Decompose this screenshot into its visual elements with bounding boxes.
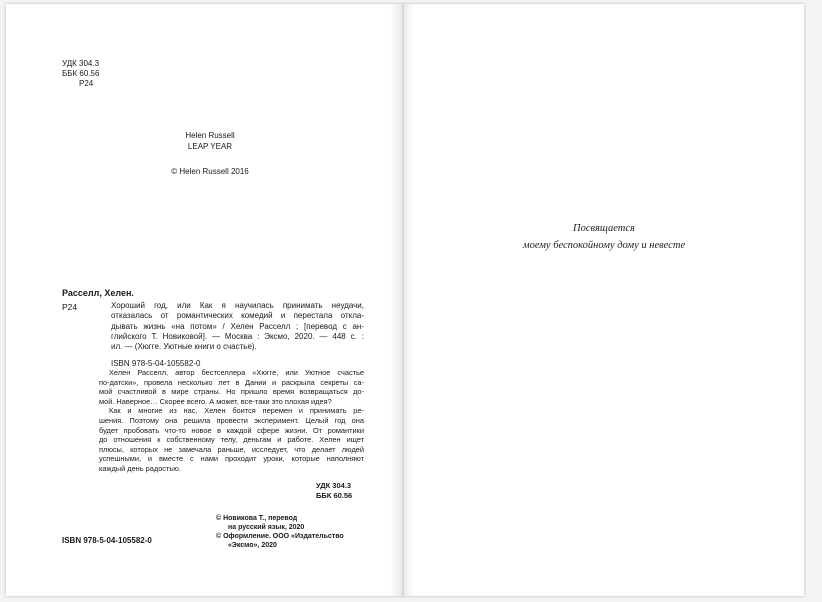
credit-line: © Новикова Т., перевод (216, 515, 298, 522)
classification-repeat (316, 481, 352, 500)
biblio-line: отказалась от романтических комедий и перестала откла- (111, 311, 364, 321)
biblio-line: ил. — (Хюгге. Уютные книги о счастье). (111, 342, 257, 352)
annotation-line: плюсы, которых не замечала раньше, исследует, что делает людей (99, 444, 364, 454)
udk-code-repeat: УДК 304.3 (316, 481, 352, 490)
annotation-line: шения. Поэтому она решила провести эксперимент. Целый год она (99, 415, 364, 425)
annotation-line: успешными, и вместе с нами проходит уроки, которые наполняют (99, 454, 364, 464)
annotation-line: каждый день радостью. (99, 463, 181, 473)
original-title: LEAP YEAR (187, 141, 233, 151)
dedication-line: Посвящается (573, 223, 635, 234)
annotation-line: Хелен Расселл, автор бестселлера «Хюгге, или Уютное счастье (109, 368, 364, 377)
cutter-code: Р24 (62, 302, 78, 312)
credit-line: «Эксмо», 2020 (228, 542, 277, 549)
classification-block (62, 59, 99, 89)
gutter-shadow (404, 4, 414, 596)
annotation (99, 368, 364, 474)
annotation-line: мой. Наверное… Скорее всего. А может, все-таки это плохая идея? (99, 396, 332, 406)
credits-block (216, 514, 344, 550)
dedication-line: моему беспокойному дому и невесте (522, 240, 686, 251)
original-copyright: © Helen Russell 2016 (171, 167, 249, 176)
biblio-line: глийского Т. Новиковой]. — Москва : Эксмо, 2020. — 448 с. : (111, 331, 364, 341)
bibliographic-description (111, 301, 364, 352)
left-page (6, 4, 404, 596)
isbn-bottom: ISBN 978-5-04-105582-0 (62, 536, 152, 545)
original-author: Helen Russell (185, 131, 235, 140)
annotation-line: до отношения к собственному телу, деньгам и работе. Хелен ищет (99, 435, 364, 445)
annotation-line: мой счастливой в мире страны. Но пришло время возвращаться до- (99, 387, 364, 397)
biblio-line: Хороший год, или Как я научилась принимать неудачи, (111, 301, 364, 310)
credit-line: на русский язык, 2020 (228, 524, 305, 531)
isbn-inner: ISBN 978-5-04-105582-0 (111, 359, 201, 368)
original-edition-block (150, 131, 270, 152)
annotation-line: по-датски», провела несколько лет в Дании и раскрыла секреты са- (99, 377, 364, 387)
credit-line: © Оформление. ООО «Издательство (216, 533, 344, 540)
gutter-shadow (390, 4, 404, 596)
biblio-line: дывать жизнь «на потом» / Хелен Расселл ; [перевод с ан- (111, 321, 364, 331)
bbk-code-repeat: ББК 60.56 (316, 490, 353, 500)
bbk-code: ББК 60.56 (62, 69, 100, 78)
dedication (404, 220, 804, 254)
udk-code: УДК 304.3 (62, 59, 100, 68)
annotation-line: будет пробовать что-то новое в каждой сфере жизни. От романтики (99, 425, 364, 435)
author-heading: Расселл, Хелен. (62, 288, 134, 298)
right-page (404, 4, 804, 596)
annotation-line: Как и многие из нас, Хелен боится перемен и принимать ре- (109, 406, 364, 416)
cutter-code-top: Р24 (79, 79, 94, 88)
